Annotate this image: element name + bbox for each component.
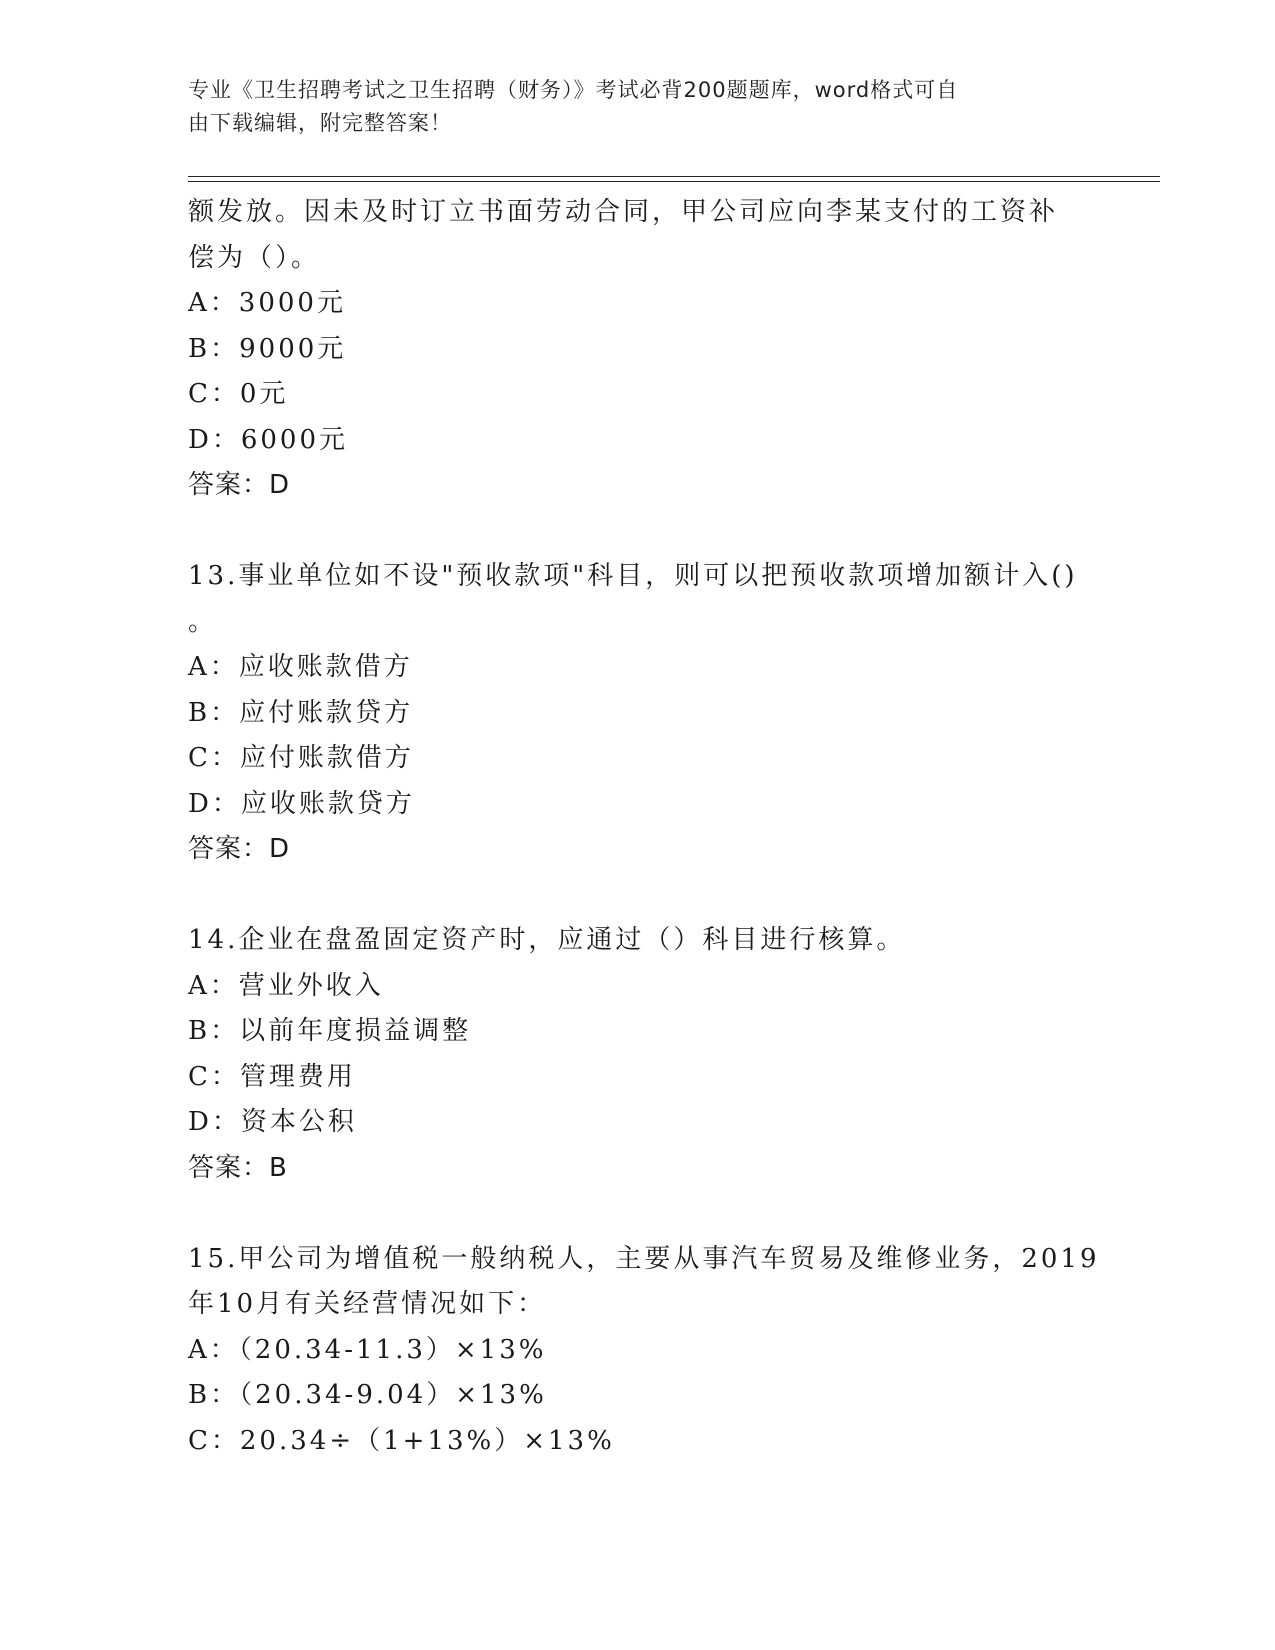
question-list	[188, 190, 1100, 1464]
question-stem-line: 14.企业在盘盈固定资产时，应通过（）科目进行核算。	[188, 925, 906, 955]
question-12	[188, 190, 1088, 509]
question-stem-line: 偿为（）。	[188, 242, 321, 273]
header-line-2: 由下载编辑，附完整答案！	[188, 111, 452, 135]
option-c: C：0元	[188, 379, 289, 409]
option-d: D：资本公积	[188, 1107, 357, 1137]
document-header	[188, 74, 1068, 140]
answer-label: 答案：B	[188, 1152, 288, 1183]
option-b: B：以前年度损益调整	[188, 1016, 472, 1046]
option-d: D：应收账款贷方	[188, 788, 415, 819]
header-divider-top	[188, 176, 1160, 177]
question-spacer	[188, 509, 1088, 555]
option-b: B：9000元	[188, 333, 347, 364]
header-line-1: 专业《卫生招聘考试之卫生招聘（财务）》考试必背200题题库，word格式可自	[188, 78, 959, 102]
option-d: D：6000元	[188, 424, 349, 455]
option-a: A：营业外收入	[188, 970, 384, 1001]
option-c: C：管理费用	[188, 1061, 356, 1092]
question-spacer	[188, 1191, 1088, 1237]
option-c: C：应付账款借方	[188, 743, 414, 773]
question-spacer	[188, 873, 1088, 919]
option-b: B：应付账款贷方	[188, 697, 414, 728]
answer-label: 答案：D	[188, 834, 291, 864]
option-b: B：（20.34-9.04）×13%	[188, 1380, 547, 1410]
header-divider-bottom	[188, 181, 1160, 182]
option-a: A：3000元	[188, 288, 346, 318]
answer-label: 答案：D	[188, 470, 291, 500]
question-14	[188, 918, 1088, 1191]
question-13	[188, 554, 1088, 873]
question-stem-line: 15.甲公司为增值税一般纳税人，主要从事汽车贸易及维修业务，2019	[188, 1243, 1100, 1274]
question-15	[188, 1237, 1100, 1465]
question-stem-line: 额发放。因未及时订立书面劳动合同，甲公司应向李某支付的工资补	[188, 197, 1059, 227]
option-c: C：20.34÷（1+13%）×13%	[188, 1425, 615, 1456]
question-stem-line: 。	[188, 606, 218, 637]
question-stem-line: 年10月有关经营情况如下：	[188, 1289, 547, 1319]
question-stem-line: 13.事业单位如不设"预收款项"科目，则可以把预收款项增加额计入()	[188, 561, 1078, 591]
option-a: A：应收账款借方	[188, 652, 413, 682]
option-a: A：（20.34-11.3）×13%	[188, 1334, 547, 1365]
